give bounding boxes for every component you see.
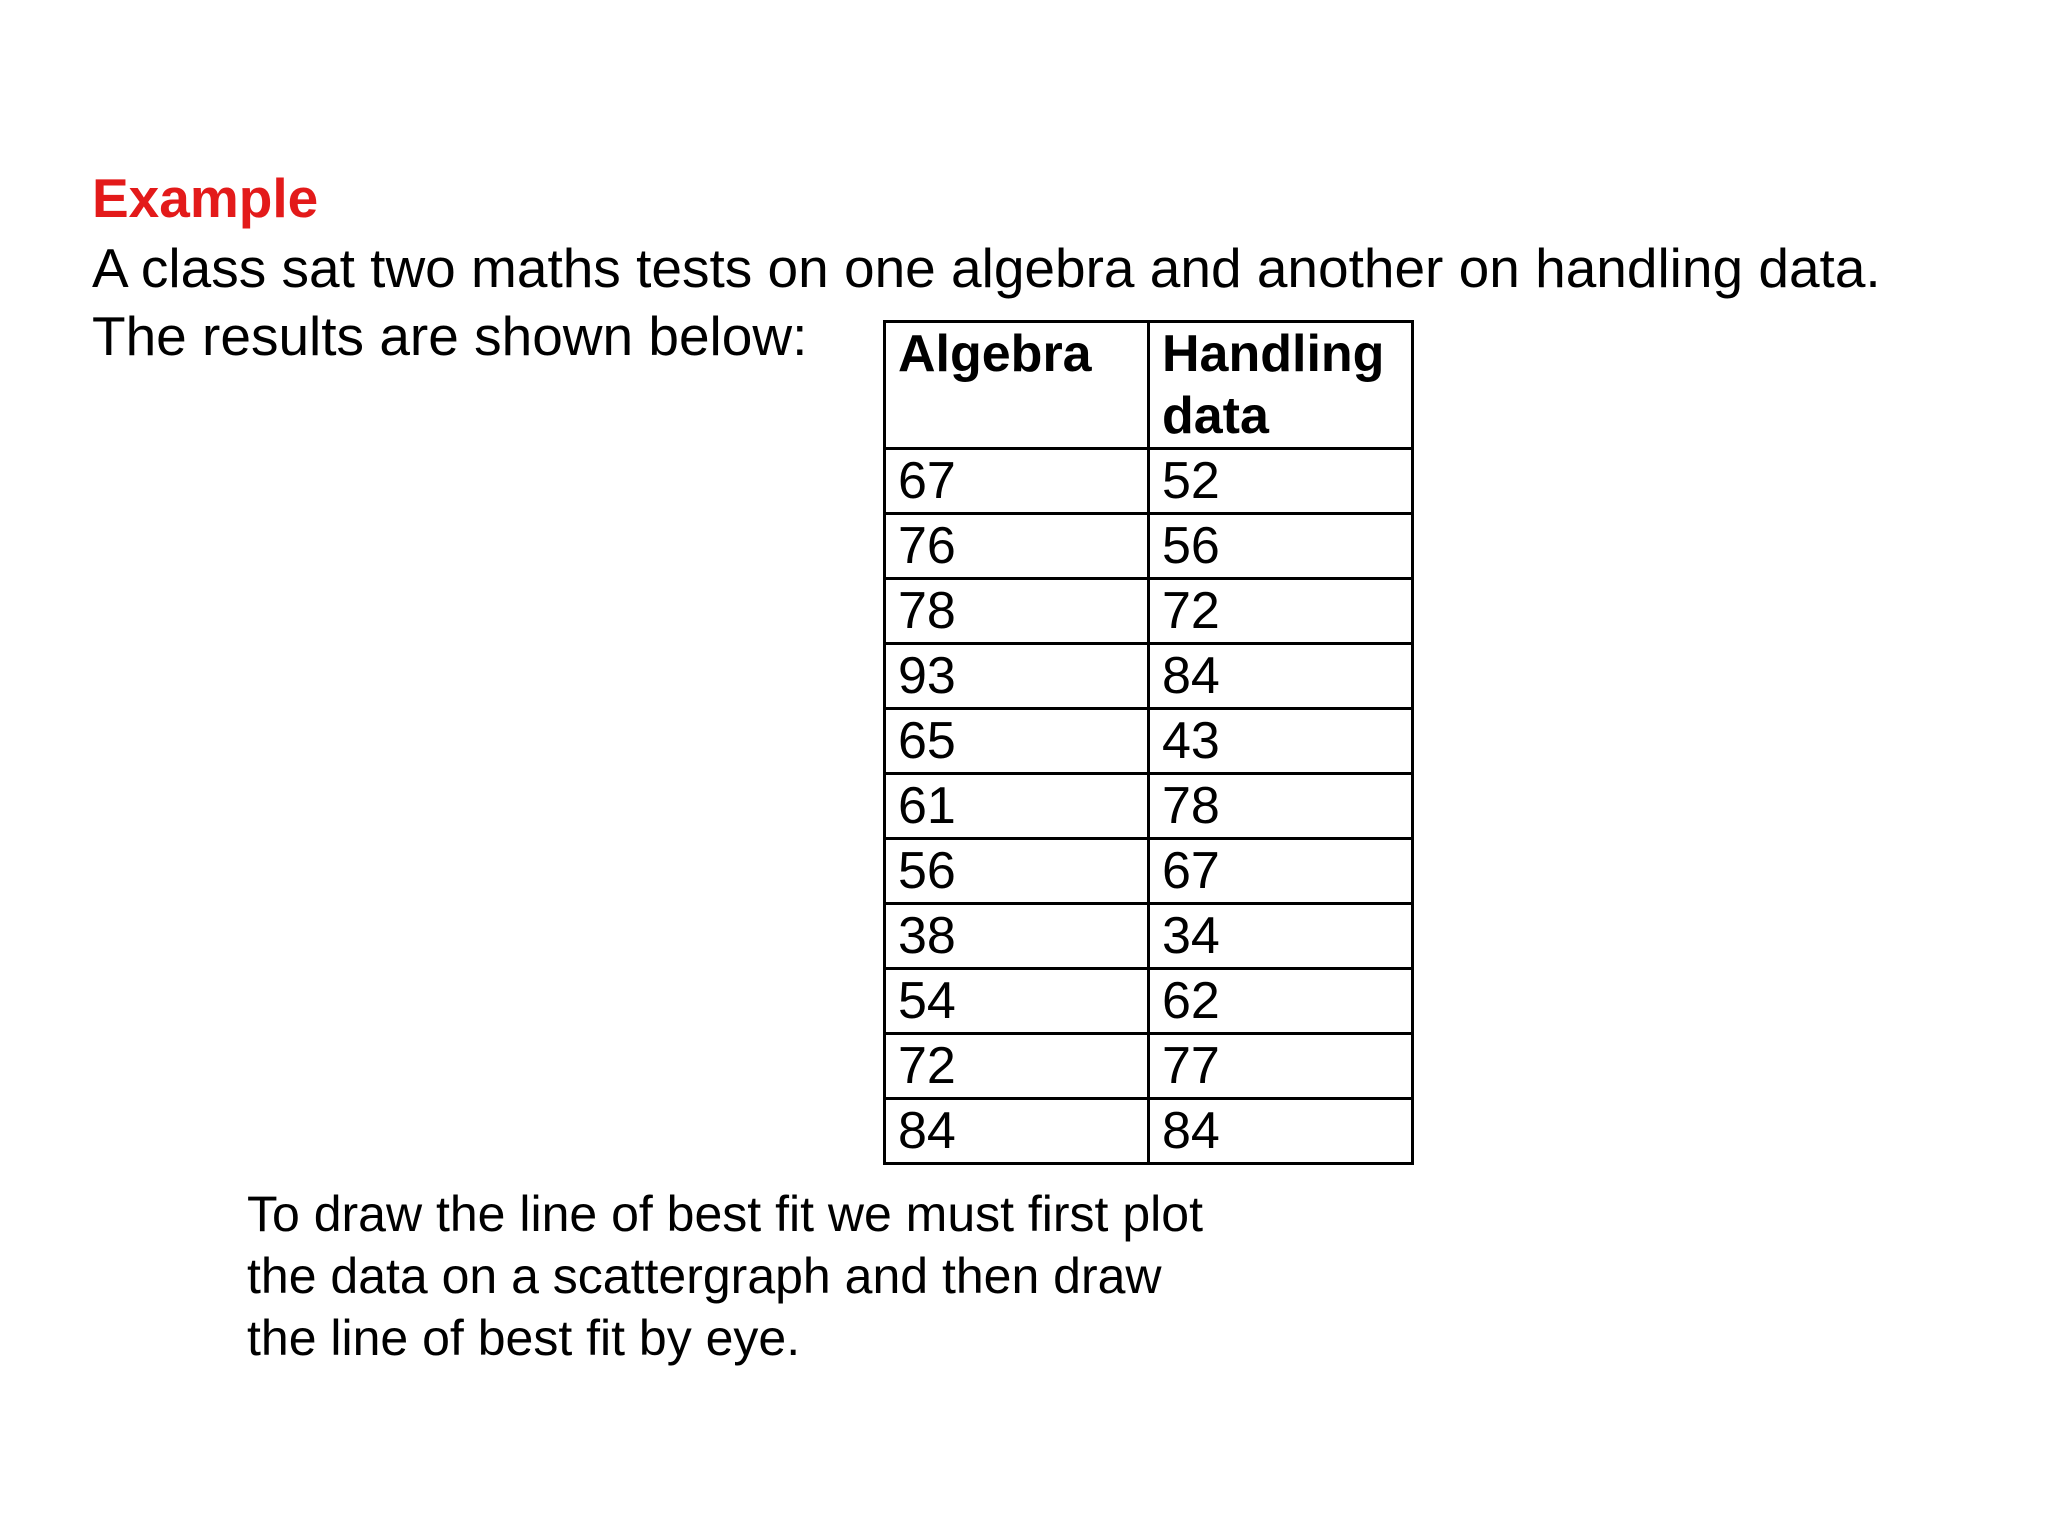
handling-data-score: 78 (1149, 774, 1413, 839)
table-row (885, 449, 1413, 514)
header-handling-label-line2: data (1162, 387, 1269, 445)
table-row (885, 969, 1413, 1034)
conclusion-text (247, 1183, 1203, 1369)
conclusion-line-3: the line of best fit by eye. (247, 1310, 801, 1366)
table-row (885, 514, 1413, 579)
table-row (885, 1034, 1413, 1099)
header-algebra (885, 322, 1149, 449)
example-heading: Example (92, 167, 319, 229)
algebra-score: 84 (885, 1099, 1149, 1164)
algebra-score: 72 (885, 1034, 1149, 1099)
handling-data-score: 56 (1149, 514, 1413, 579)
algebra-score: 38 (885, 904, 1149, 969)
table-row (885, 839, 1413, 904)
table-header-row (885, 322, 1413, 449)
table-row (885, 1099, 1413, 1164)
header-handling-label-line1: Handling (1162, 325, 1385, 383)
algebra-score: 78 (885, 579, 1149, 644)
table-row (885, 904, 1413, 969)
algebra-score: 56 (885, 839, 1149, 904)
algebra-score: 93 (885, 644, 1149, 709)
conclusion-line-2: the data on a scattergraph and then draw (247, 1248, 1162, 1304)
results-table (883, 320, 1414, 1165)
header-handling-data (1149, 322, 1413, 449)
handling-data-score: 52 (1149, 449, 1413, 514)
handling-data-score: 43 (1149, 709, 1413, 774)
algebra-score: 54 (885, 969, 1149, 1034)
handling-data-score: 62 (1149, 969, 1413, 1034)
handling-data-score: 34 (1149, 904, 1413, 969)
algebra-score: 76 (885, 514, 1149, 579)
intro-line-1: A class sat two maths tests on one algebra and another on handling data. (92, 237, 1881, 299)
table-row (885, 774, 1413, 839)
table-row (885, 579, 1413, 644)
handling-data-score: 77 (1149, 1034, 1413, 1099)
handling-data-score: 84 (1149, 1099, 1413, 1164)
table-row (885, 644, 1413, 709)
handling-data-score: 84 (1149, 644, 1413, 709)
table-row (885, 709, 1413, 774)
intro-line-2: The results are shown below: (92, 305, 808, 367)
algebra-score: 65 (885, 709, 1149, 774)
handling-data-score: 72 (1149, 579, 1413, 644)
conclusion-line-1: To draw the line of best fit we must first plot (247, 1186, 1203, 1242)
handling-data-score: 67 (1149, 839, 1413, 904)
header-algebra-label: Algebra (898, 325, 1092, 383)
algebra-score: 67 (885, 449, 1149, 514)
algebra-score: 61 (885, 774, 1149, 839)
